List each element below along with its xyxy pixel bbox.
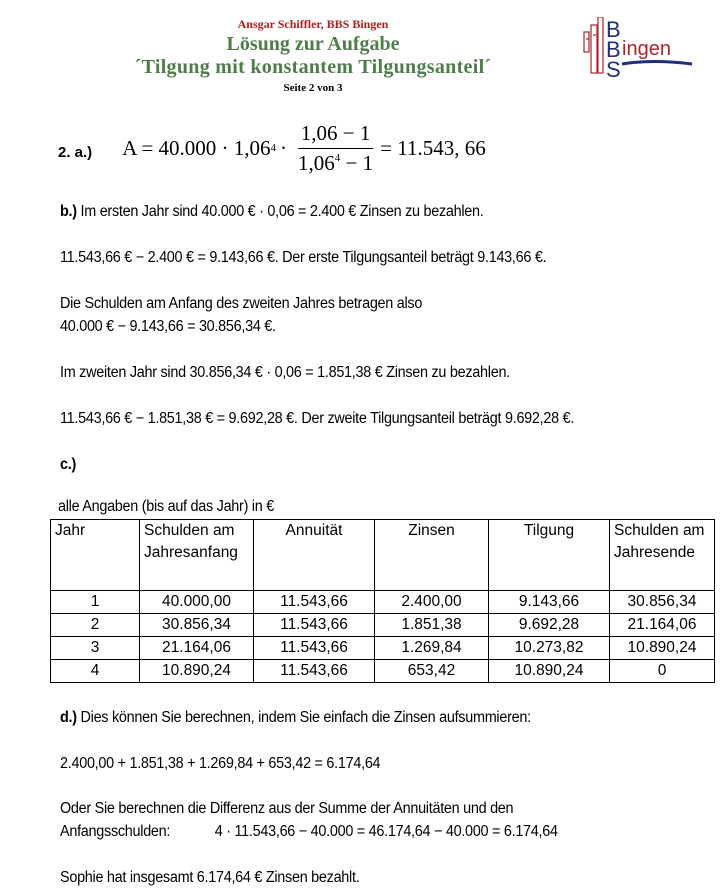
header-schulden-anfang: Schulden am Jahresanfang [140, 520, 254, 591]
label-part-b: b.) [60, 203, 77, 220]
header-jahr: Jahr [51, 520, 140, 591]
part-b-line-1 [60, 203, 483, 221]
part-d-line-4-label: Anfangsschulden: [60, 823, 171, 840]
cell-jahr: 1 [51, 591, 140, 614]
part-d-line-4 [60, 823, 558, 841]
header-schulden-ende: Schulden am Jahresende [610, 520, 715, 591]
cell-jahr: 3 [51, 637, 140, 660]
table-row [51, 591, 715, 614]
table-header-row [51, 520, 715, 591]
bbs-bingen-logo [582, 17, 707, 79]
part-d-line-3: Oder Sie berechnen die Differenz aus der Summe der Annuitäten und den [60, 800, 514, 817]
header-tilgung: Tilgung [489, 520, 610, 591]
part-d-line-2: 2.400,00 + 1.851,38 + 1.269,84 + 653,42 = 6.174,64 [60, 755, 381, 772]
logo-letter-b2: B [606, 37, 621, 62]
table-row [51, 614, 715, 637]
label-part-c: c.) [60, 456, 76, 473]
cell-zinsen: 1.269,84 [375, 637, 489, 660]
table-row [51, 660, 715, 683]
formula-result: = 11.543, 66 [380, 135, 486, 160]
logo-swoosh [622, 62, 692, 65]
logo-letter-b1: B [606, 17, 621, 42]
cell-schulden-ende: 21.164,06 [610, 614, 715, 637]
cell-jahr: 2 [51, 614, 140, 637]
part-b-line-5: Im zweiten Jahr sind 30.856,34 € · 0,06 = 1.851,38 € Zinsen zu bezahlen. [60, 364, 510, 381]
cell-annuitaet: 11.543,66 [254, 637, 375, 660]
author-line: Ansgar Schiffler, BBS Bingen [237, 17, 389, 31]
part-b-line-3: Die Schulden am Anfang des zweiten Jahres betragen also [60, 295, 423, 312]
cell-tilgung: 10.273,82 [489, 637, 610, 660]
formula-fraction [295, 121, 376, 176]
part-b-line-4: 40.000 € − 9.143,66 = 30.856,34 €. [60, 318, 276, 335]
cell-annuitaet: 11.543,66 [254, 660, 375, 683]
formula-dot: · [280, 135, 288, 160]
cell-schulden-ende: 0 [610, 660, 715, 683]
denominator-rest: − 1 [340, 150, 374, 175]
formula-a [58, 118, 486, 178]
label-part-d: d.) [60, 709, 77, 726]
cell-zinsen: 1.851,38 [375, 614, 489, 637]
denominator-base: 1,06 [298, 150, 335, 175]
title-line-1: Lösung zur Aufgabe [226, 33, 400, 55]
repayment-table [50, 519, 715, 683]
part-d-line-1 [60, 709, 531, 727]
annuity-formula [122, 121, 486, 176]
cell-schulden-ende: 30.856,34 [610, 591, 715, 614]
cell-annuitaet: 11.543,66 [254, 591, 375, 614]
part-b-line-2: 11.543,66 € − 2.400 € = 9.143,66 €. Der erste Tilgungsanteil beträgt 9.143,66 €. [60, 249, 547, 266]
cell-schulden-anfang: 10.890,24 [140, 660, 254, 683]
cell-tilgung: 9.692,28 [489, 614, 610, 637]
part-d-text-1: Dies können Sie berechnen, indem Sie einfach die Zinsen aufsummieren: [76, 709, 531, 726]
header-zinsen: Zinsen [375, 520, 489, 591]
building-icon [584, 17, 603, 73]
part-b-line-6: 11.543,66 € − 1.851,38 € = 9.692,28 €. Der zweite Tilgungsanteil beträgt 9.692,28 €. [60, 410, 575, 427]
denominator-exp: 4 [334, 151, 341, 164]
cell-schulden-ende: 10.890,24 [610, 637, 715, 660]
page-info: Seite 2 von 3 [283, 82, 343, 94]
part-d-line-4-calc: 4 · 11.543,66 − 40.000 = 46.174,64 − 40.000 = 6.174,64 [214, 823, 558, 840]
cell-schulden-anfang: 21.164,06 [140, 637, 254, 660]
logo-letter-s: S [606, 57, 621, 79]
fraction-denominator [295, 149, 376, 176]
cell-jahr: 4 [51, 660, 140, 683]
table-caption: alle Angaben (bis auf das Jahr) in € [58, 498, 274, 515]
table-row [51, 637, 715, 660]
part-d-conclusion: Sophie hat insgesamt 6.174,64 € Zinsen bezahlt. [60, 869, 360, 886]
cell-tilgung: 10.890,24 [489, 660, 610, 683]
formula-lhs: A = 40.000 · 1,06 [122, 135, 271, 160]
label-part-a: 2. a.) [58, 143, 93, 161]
cell-schulden-anfang: 40.000,00 [140, 591, 254, 614]
cell-zinsen: 653,42 [375, 660, 489, 683]
cell-tilgung: 9.143,66 [489, 591, 610, 614]
fraction-numerator: 1,06 − 1 [298, 121, 374, 149]
part-b-text-1: Im ersten Jahr sind 40.000 € · 0,06 = 2.400 € Zinsen zu bezahlen. [76, 203, 484, 220]
logo-word-ingen: ingen [622, 38, 671, 60]
cell-annuitaet: 11.543,66 [254, 614, 375, 637]
formula-exp: 4 [270, 142, 277, 154]
cell-zinsen: 2.400,00 [375, 591, 489, 614]
logo-graphic [582, 17, 707, 79]
title-line-2: ´Tilgung mit konstantem Tilgungsanteil´ [134, 56, 492, 78]
cell-schulden-anfang: 30.856,34 [140, 614, 254, 637]
header-annuitaet: Annuität [254, 520, 375, 591]
